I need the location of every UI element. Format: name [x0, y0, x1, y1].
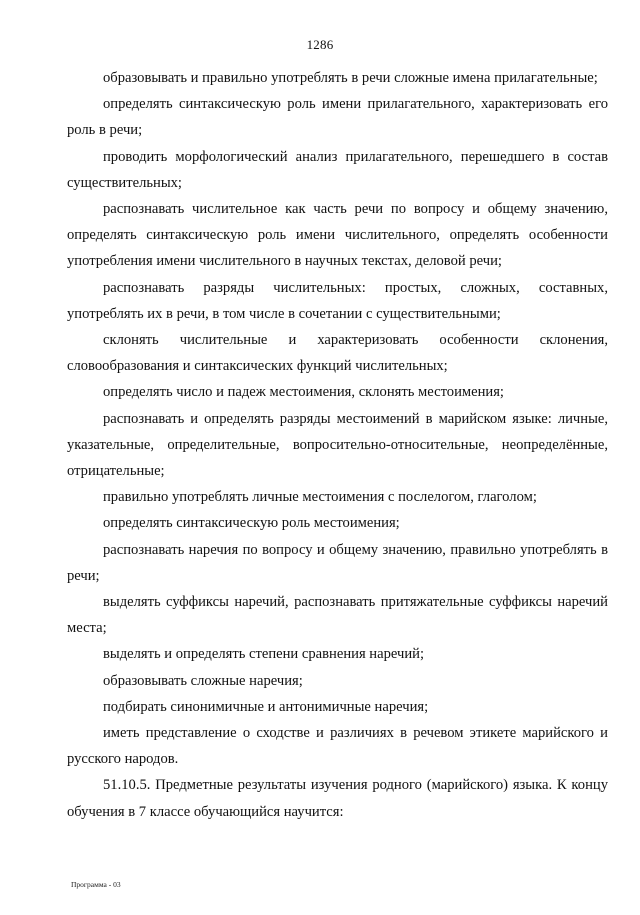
paragraph: распознавать и определять разряды местоимений в марийском языке: личные, указательные, определительные, вопросительно-относительные, неопределённые, отрицательные;: [67, 410, 608, 480]
page-number: 1286: [306, 37, 334, 52]
paragraph: подбирать синонимичные и антонимичные наречия;: [103, 698, 429, 715]
footer-label: Программа - 03: [71, 880, 121, 889]
paragraph: определять синтаксическую роль местоимения;: [103, 515, 400, 532]
paragraph: склонять числительные и характеризовать особенности склонения, словообразования и синтаксических функций числительных;: [67, 332, 608, 375]
body-text: [67, 65, 608, 825]
paragraph: образовывать сложные наречия;: [103, 672, 303, 689]
paragraph: распознавать наречия по вопросу и общему значению, правильно употреблять в речи;: [67, 541, 608, 584]
paragraph: распознавать разряды числительных: простых, сложных, составных, употреблять их в речи, в том числе в сочетании с существительными;: [67, 279, 608, 322]
paragraph: распознавать числительное как часть речи по вопросу и общему значению, определять синтаксическую роль имени числительного, определять особенности употребления имени числительного в научных текстах, деловой речи;: [67, 201, 608, 270]
section-heading-paragraph: 51.10.5. Предметные результаты изучения родного (марийского) языка. К концу обучения в 7 классе обучающийся научится:: [67, 777, 608, 820]
paragraph: определять синтаксическую роль имени прилагательного, характеризовать его роль в речи;: [67, 96, 608, 139]
paragraph: выделять и определять степени сравнения наречий;: [103, 646, 425, 663]
paragraph: определять число и падеж местоимения, склонять местоимения;: [103, 384, 504, 401]
paragraph: проводить морфологический анализ прилагательного, перешедшего в состав существительных;: [67, 148, 608, 191]
paragraph: образовывать и правильно употреблять в речи сложные имена прилагательные;: [103, 70, 598, 86]
paragraph: правильно употреблять личные местоимения с послелогом, глаголом;: [103, 489, 537, 506]
paragraph: иметь представление о сходстве и различиях в речевом этикете марийского и русского народов.: [67, 725, 608, 768]
paragraph: выделять суффиксы наречий, распознавать притяжательные суффиксы наречий места;: [67, 594, 608, 637]
